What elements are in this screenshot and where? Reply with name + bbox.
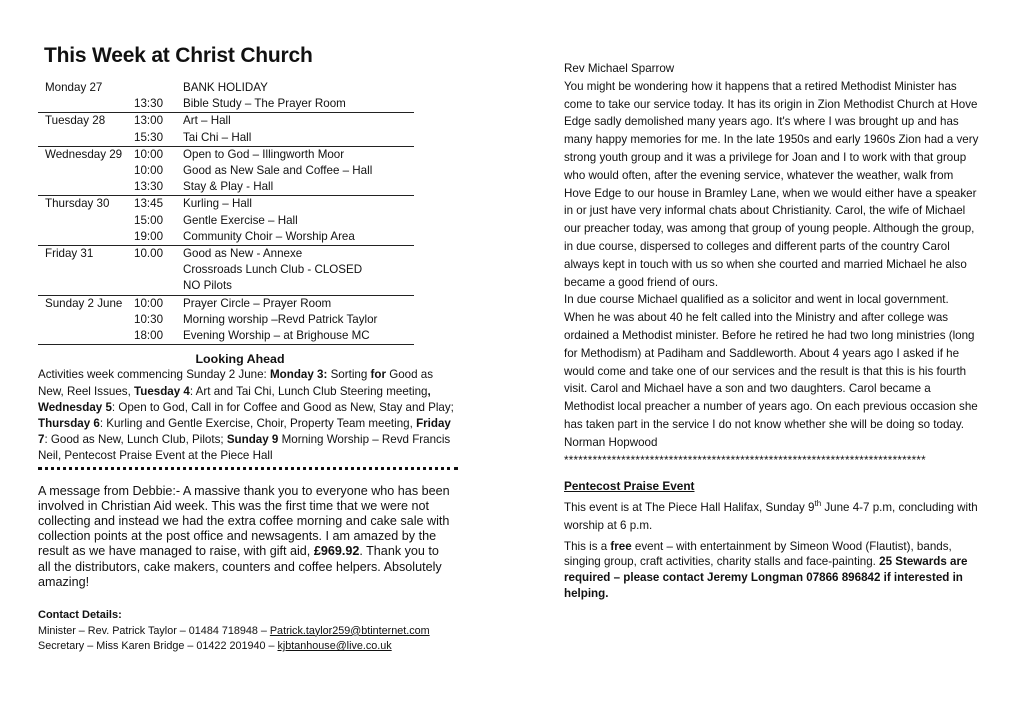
schedule-time: 13:30 <box>127 96 176 113</box>
debbie-message-text: A message from Debbie:- A massive thank you to everyone who has been involved in Christian Aid week. This was the first time that we were not collecting and instead we had the extra coffee morning and cake sale with collection points at the post office and newsagents. I am amazed by the result as we have managed to raise, with gift aid, <box>38 483 450 559</box>
schedule-time: 15:00 <box>134 213 164 227</box>
schedule-day <box>38 312 127 328</box>
looking-ahead-part: Activities week commencing Sunday 2 June: <box>38 368 270 382</box>
schedule-time: 18:00 <box>127 328 176 345</box>
schedule-event: Tai Chi – Hall <box>176 130 414 147</box>
schedule-time <box>127 262 176 278</box>
schedule-event: BANK HOLIDAY <box>183 81 268 94</box>
page-title: This Week at Christ Church <box>44 44 313 67</box>
article-signoff: Norman Hopwood <box>564 435 658 449</box>
looking-ahead-part: : Open to God, Call in for Coffee and Good as New, Stay and Play; <box>111 400 454 414</box>
looking-ahead-heading: Looking Ahead <box>195 352 285 367</box>
schedule-day <box>38 130 127 147</box>
contact-minister <box>38 624 458 640</box>
schedule-row <box>38 262 414 278</box>
schedule-event: Good as New - Annexe <box>183 247 303 261</box>
schedule-row <box>38 96 414 113</box>
schedule-row <box>38 80 414 96</box>
looking-ahead-part: for <box>370 368 386 382</box>
schedule-row <box>38 312 414 328</box>
looking-ahead-part: Thursday 6 <box>38 417 100 431</box>
schedule-event: Crossroads Lunch Club - CLOSED <box>183 263 363 277</box>
article-author: Rev Michael Sparrow <box>564 62 675 75</box>
schedule-event: Art – Hall <box>183 114 231 128</box>
info-text-2: event – with entertainment by Simeon Wood (Flautist), bands, singing group, craft activities, charity stalls and face-painting. <box>564 539 952 569</box>
schedule-time: 10:30 <box>134 312 164 326</box>
schedule-row <box>38 328 414 345</box>
looking-ahead-part: Sorting <box>327 368 371 382</box>
schedule-row <box>38 278 414 295</box>
article-paragraph-2: In due course Michael qualified as a solicitor and went in local government. When he was about 40 he felt called into the Ministry and after college was ordained a Methodist minister. Before he retired he had two long ministries (long for Methodism) at Padiham and Saddleworth. About 4 years ago I asked if he would come and take one of our services and the result is that this is his fourth visit. Carol and Michael have a son and two daughters. Carol became a Methodist local preacher a number of years ago. On each previous occasion she has taken part in the service I do not know whether she will be doing so today. <box>564 293 978 431</box>
schedule-time: 13:30 <box>127 179 176 196</box>
schedule-time <box>127 278 176 295</box>
amount-raised: £969.92 <box>313 544 360 559</box>
contact-details <box>38 608 458 655</box>
pentecost-section <box>564 479 982 601</box>
looking-ahead-part: Monday 3: <box>270 368 328 382</box>
schedule-row <box>38 246 414 263</box>
schedule-event: Bible Study – The Prayer Room <box>176 96 414 113</box>
schedule-row <box>38 146 414 163</box>
schedule-time: 10:00 <box>134 147 164 161</box>
schedule-day: Monday 27 <box>45 81 103 94</box>
schedule-day <box>38 229 127 246</box>
schedule-event: NO Pilots <box>176 278 414 295</box>
schedule-time: 10:00 <box>134 296 164 310</box>
schedule-event: Morning worship –Revd Patrick Taylor <box>183 312 378 326</box>
debbie-message-text-end: . Thank you to all the distributors, cake makers, counters and coffee helpers. Absolutely amazing! <box>38 544 442 589</box>
schedule-row <box>38 179 414 196</box>
article-paragraph-1: You might be wondering how it happens that a retired Methodist Minister has come to take our service today. It has its origin in Zion Methodist Church at Hove Edge sadly demolished many years ago. It's where I was brought up and has many happy memories for me. In the late 1950s and early 1960s Zion had a very strong youth group and it was a privilege for Joan and I to work with that group who would often, after the evening service, whatever the weather, walk from Hove Edge to our house in Bramley Lane, when we would either have a speaker in or just have very informal chats about Christianity. Carol, the wife of Michael our preacher today, was among that group of young people. Although the group, in due course, dispersed to colleges and different parts of the country Carol always kept in touch with us so when she courted and married Michael he also became a good friend of ours. <box>564 79 979 289</box>
schedule-event: Prayer Circle – Prayer Room <box>183 296 332 310</box>
dotted-divider <box>38 467 458 470</box>
looking-ahead-part: : Art and Tai Chi, Lunch Club Steering meeting <box>189 384 428 398</box>
schedule-day: Sunday 2 June <box>45 296 123 310</box>
looking-ahead-part: , <box>427 384 431 398</box>
looking-ahead-part: Friday 7 <box>38 417 451 447</box>
schedule-row <box>38 163 414 179</box>
schedule-day <box>38 179 127 196</box>
stewards-request: 25 Stewards are required – please contact Jeremy Longman 07866 896842 if interested in helping. <box>564 555 968 600</box>
looking-ahead-part: : Kurling and Gentle Exercise, Choir, Property Team meeting, <box>99 417 417 431</box>
weekly-schedule-table <box>38 80 414 345</box>
schedule-row <box>38 113 414 130</box>
schedule-day <box>38 262 127 278</box>
pentecost-heading: Pentecost Praise Event <box>564 479 695 494</box>
schedule-time: 19:00 <box>127 229 176 246</box>
schedule-day <box>38 163 127 179</box>
schedule-event: Community Choir – Worship Area <box>176 229 414 246</box>
left-page <box>38 44 458 655</box>
schedule-time <box>127 80 176 96</box>
right-page <box>564 60 982 601</box>
schedule-event: Open to God – Illingworth Moor <box>183 147 345 161</box>
schedule-time: 15:30 <box>127 130 176 147</box>
schedule-event: Kurling – Hall <box>183 197 252 211</box>
looking-ahead-text <box>38 367 458 464</box>
schedule-day <box>38 328 127 345</box>
looking-ahead-part: : Good as New, Lunch Club, Pilots; <box>44 433 227 447</box>
date-suffix: th <box>814 499 822 509</box>
contact-heading: Contact Details: <box>38 609 122 622</box>
info-text-1: This is a <box>564 539 611 553</box>
schedule-row <box>38 130 414 147</box>
schedule-row <box>38 196 414 213</box>
schedule-time: 13:00 <box>134 114 164 128</box>
looking-ahead-part: Tuesday 4 <box>134 384 190 398</box>
looking-ahead-part: Sunday 9 <box>226 433 279 447</box>
schedule-event: Gentle Exercise – Hall <box>183 213 298 227</box>
pentecost-info <box>564 539 982 601</box>
schedule-day <box>38 213 127 229</box>
secretary-label: Secretary – Miss Karen Bridge – 01422 201940 – <box>38 640 278 653</box>
secretary-email-link[interactable]: kjbtanhouse@live.co.uk <box>277 640 392 653</box>
schedule-row <box>38 229 414 246</box>
pentecost-details <box>564 495 982 534</box>
star-divider: **************************************************************************** <box>564 453 926 467</box>
schedule-day: Thursday 30 <box>45 197 110 211</box>
free-label: free <box>610 539 632 553</box>
schedule-time: 10:00 <box>134 164 164 178</box>
schedule-event: Stay & Play - Hall <box>176 179 414 196</box>
schedule-time: 13:45 <box>134 197 164 211</box>
schedule-event: Evening Worship – at Brighouse MC <box>176 328 414 345</box>
schedule-day: Tuesday 28 <box>45 114 106 128</box>
pentecost-time-text: June 4-7 p.m, concluding with worship at 6 p.m. <box>564 501 978 532</box>
looking-ahead-part: Morning Worship – Revd Francis Neil, Pentecost Praise Event at the Piece Hall <box>38 433 451 463</box>
looking-ahead-section <box>38 351 458 464</box>
looking-ahead-part: Wednesday 5 <box>38 400 112 414</box>
schedule-event: Good as New Sale and Coffee – Hall <box>183 164 373 178</box>
schedule-day: Friday 31 <box>45 247 94 261</box>
looking-ahead-part: Good as New, Reel Issues, <box>38 368 434 398</box>
contact-secretary <box>38 639 458 655</box>
schedule-day <box>38 96 127 113</box>
schedule-time: 10.00 <box>134 247 164 261</box>
pentecost-date-text: This event is at The Piece Hall Halifax, Sunday 9 <box>564 501 815 515</box>
minister-label: Minister – Rev. Patrick Taylor – 01484 718948 – <box>38 624 270 637</box>
schedule-day <box>38 278 127 295</box>
schedule-day: Wednesday 29 <box>45 147 123 161</box>
schedule-row <box>38 213 414 229</box>
debbie-message <box>38 484 454 590</box>
schedule-row <box>38 295 414 312</box>
minister-email-link[interactable]: Patrick.taylor259@btinternet.com <box>269 624 430 637</box>
